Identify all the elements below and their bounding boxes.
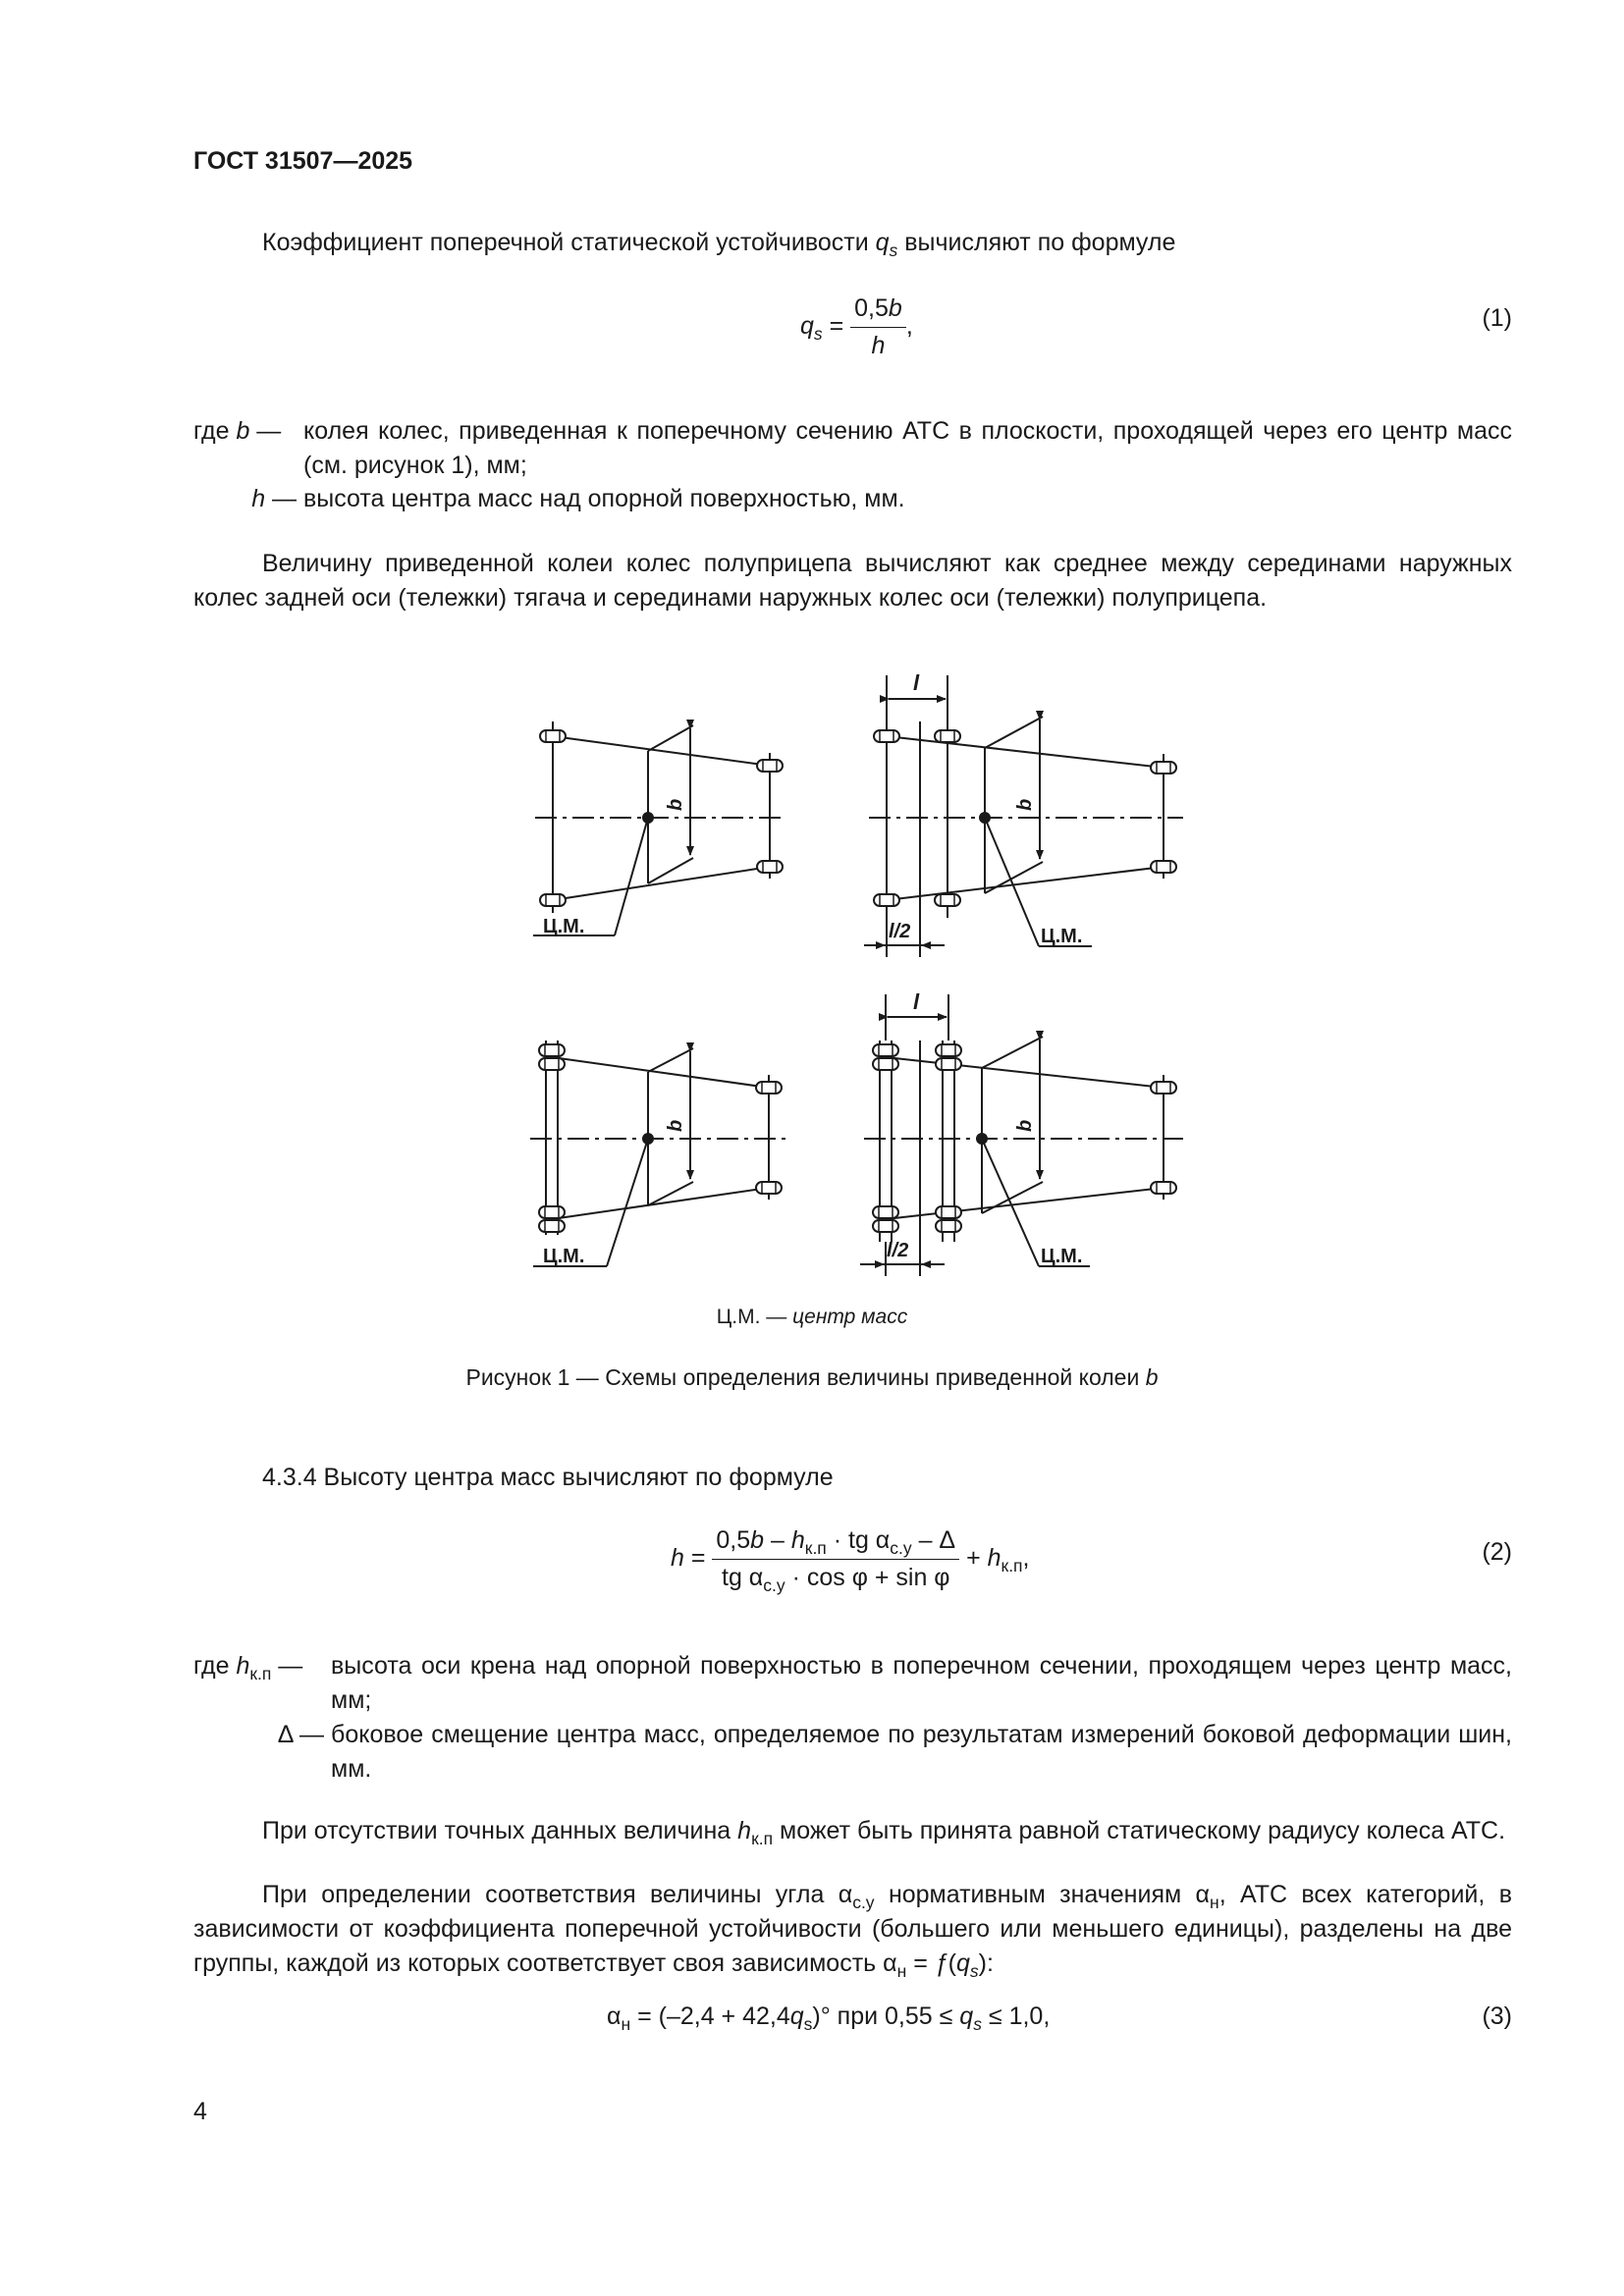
formula-2-fraction: $\frac{0,5b - h_{к.п} \cdot tg \alpha_{с.у} - \Delta}{tg \alpha_{с.у} \cdot \cos \varphi + \sin \varphi}$ [712,1526,959,1592]
label-b-bottom-left: b [665,1119,686,1132]
scheme-top-left [533,721,785,935]
label-b-top-right: b [1014,798,1036,811]
formula-2: h = $\frac{0,5b - h_{к.п} \cdot tg \alpha_{с.у} - \Delta}{tg \alpha_{с.у} \cdot \cos \varphi + \sin \varphi}$ + $h_{к.п}$, [671,1526,1030,1596]
scheme-bottom-left [530,1041,785,1266]
formula-3: $\alpha_н = (-2,4 + 42,4q_s)^\circ$ при $0,55 \le q_s \le 1,0$, [607,2002,1051,2035]
label-l-half-bottom: l/2 [887,1240,909,1261]
label-b-top-left: b [665,798,686,811]
intro-paragraph: Коэффициент поперечной статической устойчивости $q_s$ вычисляют по формуле [262,229,1176,261]
label-l-top: l [913,670,920,695]
figure-legend: Ц.М. — центр масс [716,1306,908,1328]
definition-delta: Δ — боковое смещение центра масс, определяемое по результатам измерений боковой деформации шин, мм. [277,1721,1512,1783]
section-4-3-4: 4.3.4 Высоту центра масс вычисляют по формуле [262,1464,834,1491]
track-paragraph: Величину приведенной колеи колес полуприцепа вычисляют как среднее между серединами наружных колес задней оси (тележки) тягача и серединами наружных колес оси (тележки) полуприцепа. [193,550,1512,612]
definition-b: где b — колея колес, приведенная к поперечному сечению АТС в плоскости, проходящей через его центр масс (см. рисунок 1), мм; [193,417,1512,479]
formula-1-fraction: $\frac{0,5b}{h}$ [850,294,906,360]
formula-1: $q_s$ = $\frac{0,5b}{h}$ , [800,294,913,359]
label-cm-bottom-left: Ц.М. [543,1246,585,1267]
definition-hkp: где $h_{к.п}$ — высота оси крена над опорной поверхностью в поперечном сечении, проходящем через центр масс, мм; [193,1652,1512,1714]
label-cm-top-right: Ц.М. [1041,926,1083,947]
page-number: 4 [193,2098,207,2125]
definition-h: h — высота центра масс над опорной поверхностью, мм. [251,485,905,512]
document-header: ГОСТ 31507—2025 [193,147,413,175]
figure-caption: Рисунок 1 — Схемы определения величины приведенной колеи b [465,1364,1159,1390]
label-b-bottom-right: b [1014,1119,1036,1132]
paragraph-groups: При определении соответствия величины угла $\alpha_{с.у}$ нормативным значениям $\alpha_н$, АТС всех категорий, в зависимости от коэффициента поперечной устойчивости (большего или меньшего единицы), разделены на две группы, каждой из которых соответствует своя зависимость $\alpha_н$ = $ƒ(q_s)$: [193,1881,1512,1982]
label-cm-bottom-right: Ц.М. [1041,1246,1083,1267]
label-cm-top-left: Ц.М. [543,916,585,937]
label-l-half-top: l/2 [889,921,911,942]
formula-1-number: (1) [1482,304,1512,332]
formula-3-number: (3) [1482,2002,1512,2030]
scheme-top-right [864,675,1183,957]
label-l-bottom: l [913,989,920,1014]
paragraph-hkp: При отсутствии точных данных величина $h_{к.п}$ может быть принята равной статическому радиусу колеса АТС. [262,1817,1506,1849]
formula-2-number: (2) [1482,1538,1512,1566]
scheme-bottom-right [860,994,1183,1276]
